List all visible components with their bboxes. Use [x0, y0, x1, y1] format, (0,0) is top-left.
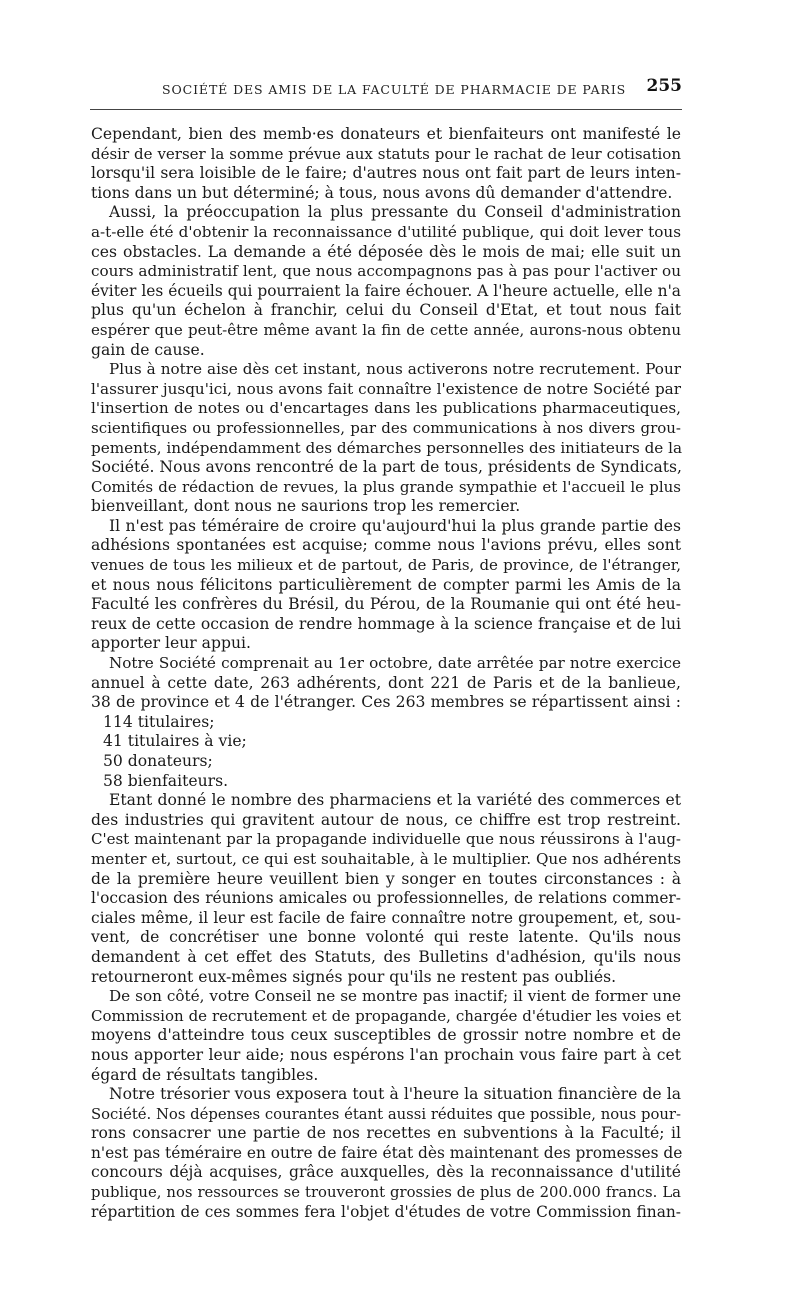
text-line: demandent à cet effet des Statuts, des Bulletins d'adhésion, qu'ils nous: [91, 947, 681, 966]
text-line: gain de cause.: [91, 340, 205, 359]
text-line: annuel à cette date, 263 adhérents, dont 221 de Paris et de la banlieue,: [91, 673, 681, 692]
text-line: espérer que peut-être même avant la fin de cette année, aurons-nous obtenu: [91, 320, 681, 339]
text-line: ces obstacles. La demande a été déposée dès le mois de mai; elle suit un: [91, 242, 681, 261]
text-line: éviter les écueils qui pourraient la faire échouer. A l'heure actuelle, elle n'a: [91, 281, 681, 300]
text-line: Notre Société comprenait au 1er octobre, date arrêtée par notre exercice: [109, 654, 681, 673]
list-item: 50 donateurs;: [103, 752, 213, 770]
text-line: Il n'est pas téméraire de croire qu'aujourd'hui la plus grande partie des: [109, 516, 681, 535]
text-line: vent, de concrétiser une bonne volonté qui reste latente. Qu'ils nous: [91, 928, 681, 947]
text-line: Société. Nos dépenses courantes étant aussi réduites que possible, nous pour-: [91, 1105, 681, 1123]
text-line: cours administratif lent, que nous accompagnons pas à pas pour l'activer ou: [91, 262, 681, 281]
page-number: 255: [646, 76, 682, 96]
text-line: apporter leur appui.: [91, 634, 251, 653]
text-line: a-t-elle été d'obtenir la reconnaissance d'utilité publique, qui doit lever tous: [91, 222, 681, 241]
text-line: l'insertion de notes ou d'encartages dans les publications pharmaceutiques,: [91, 399, 681, 418]
text-line: adhésions spontanées est acquise; comme nous l'avions prévu, elles sont: [91, 536, 681, 555]
text-line: égard de résultats tangibles.: [91, 1065, 319, 1084]
header-rule: [90, 109, 682, 110]
text-line: 38 de province et 4 de l'étranger. Ces 263 membres se répartissent ainsi :: [91, 693, 681, 712]
text-line: Etant donné le nombre des pharmaciens et la variété des commerces et: [109, 791, 681, 810]
list-item: 41 titulaires à vie;: [103, 732, 247, 751]
list-item: 58 bienfaiteurs.: [103, 771, 229, 790]
text-line: lorsqu'il sera loisible de le faire; d'autres nous ont fait part de leurs inten-: [91, 164, 681, 183]
text-line: plus qu'un échelon à franchir, celui du Conseil d'Etat, et tout nous fait: [91, 301, 681, 320]
text-line: concours déjà acquises, grâce auxquelles, dès la reconnaissance d'utilité: [91, 1163, 681, 1182]
text-line: publique, nos ressources se trouveront grossies de plus de 200.000 francs. La: [91, 1184, 681, 1202]
text-line: l'occasion des réunions amicales ou professionnelles, de relations commer-: [91, 889, 681, 908]
text-line: venues de tous les milieux et de partout, de Paris, de province, de l'étranger,: [91, 556, 681, 575]
text-line: Comités de rédaction de revues, la plus grande sympathie et l'accueil le plus: [91, 477, 681, 496]
list-item: 114 titulaires;: [103, 712, 215, 731]
text-line: rons consacrer une partie de nos recettes en subventions à la Faculté; il: [91, 1124, 681, 1143]
text-line: Plus à notre aise dès cet instant, nous activerons notre recrutement. Pour: [109, 360, 681, 379]
text-line: de la première heure veuillent bien y songer en toutes circonstances : à: [91, 869, 681, 888]
text-line: ciales même, il leur est facile de faire connaître notre groupement, et, sou-: [91, 908, 681, 927]
text-line: l'assurer jusqu'ici, nous avons fait connaître l'existence de notre Société par: [91, 379, 681, 398]
text-line: Faculté les confrères du Brésil, du Pérou, de la Roumanie qui ont été heu-: [91, 595, 681, 614]
text-line: n'est pas téméraire en outre de faire état dès maintenant des promesses de: [91, 1143, 683, 1162]
text-line: Cependant, bien des memb·es donateurs et bienfaiteurs ont manifesté le: [91, 125, 681, 143]
text-line: nous apporter leur aide; nous espérons l'an prochain vous faire part à cet: [91, 1045, 681, 1064]
text-line: et nous nous félicitons particulièrement de compter parmi les Amis de la: [91, 575, 681, 594]
running-head: SOCIÉTÉ DES AMIS DE LA FACULTÉ DE PHARMACIE DE PARIS: [162, 82, 627, 97]
text-line: menter et, surtout, ce qui est souhaitable, à le multiplier. Que nos adhérents: [91, 849, 682, 868]
text-line: Aussi, la préoccupation la plus pressante du Conseil d'administration: [109, 203, 681, 222]
page-header: [90, 76, 682, 102]
text-line: C'est maintenant par la propagande individuelle que nous réussirons à l'aug-: [91, 830, 681, 849]
text-line: scientifiques ou professionnelles, par des communications à nos divers grou-: [91, 418, 681, 437]
text-line: pements, indépendamment des démarches personnelles des initiateurs de la: [91, 438, 683, 457]
body-text: [91, 125, 681, 1222]
text-line: désir de verser la somme prévue aux statuts pour le rachat de leur cotisation: [91, 144, 681, 163]
text-line: moyens d'atteindre tous ceux susceptibles de grossir notre nombre et de: [91, 1026, 681, 1045]
text-line: Notre trésorier vous exposera tout à l'heure la situation financière de la: [109, 1085, 681, 1104]
text-line: reux de cette occasion de rendre hommage à la science française et de lui: [91, 614, 681, 633]
text-line: tions dans un but déterminé; à tous, nous avons dû demander d'attendre.: [91, 183, 673, 202]
text-line: retourneront eux-mêmes signés pour qu'ils ne restent pas oubliés.: [91, 967, 617, 986]
text-line: répartition de ces sommes fera l'objet d'études de votre Commission finan-: [91, 1202, 681, 1221]
text-line: des industries qui gravitent autour de nous, ce chiffre est trop restreint.: [91, 810, 681, 829]
text-line: Commission de recrutement et de propagande, chargée d'étudier les voies et: [91, 1006, 681, 1025]
text-line: Société. Nous avons rencontré de la part de tous, présidents de Syndicats,: [91, 458, 682, 477]
text-line: De son côté, votre Conseil ne se montre pas inactif; il vient de former une: [109, 987, 681, 1006]
text-line: bienveillant, dont nous ne saurions trop les remercier.: [91, 497, 521, 516]
